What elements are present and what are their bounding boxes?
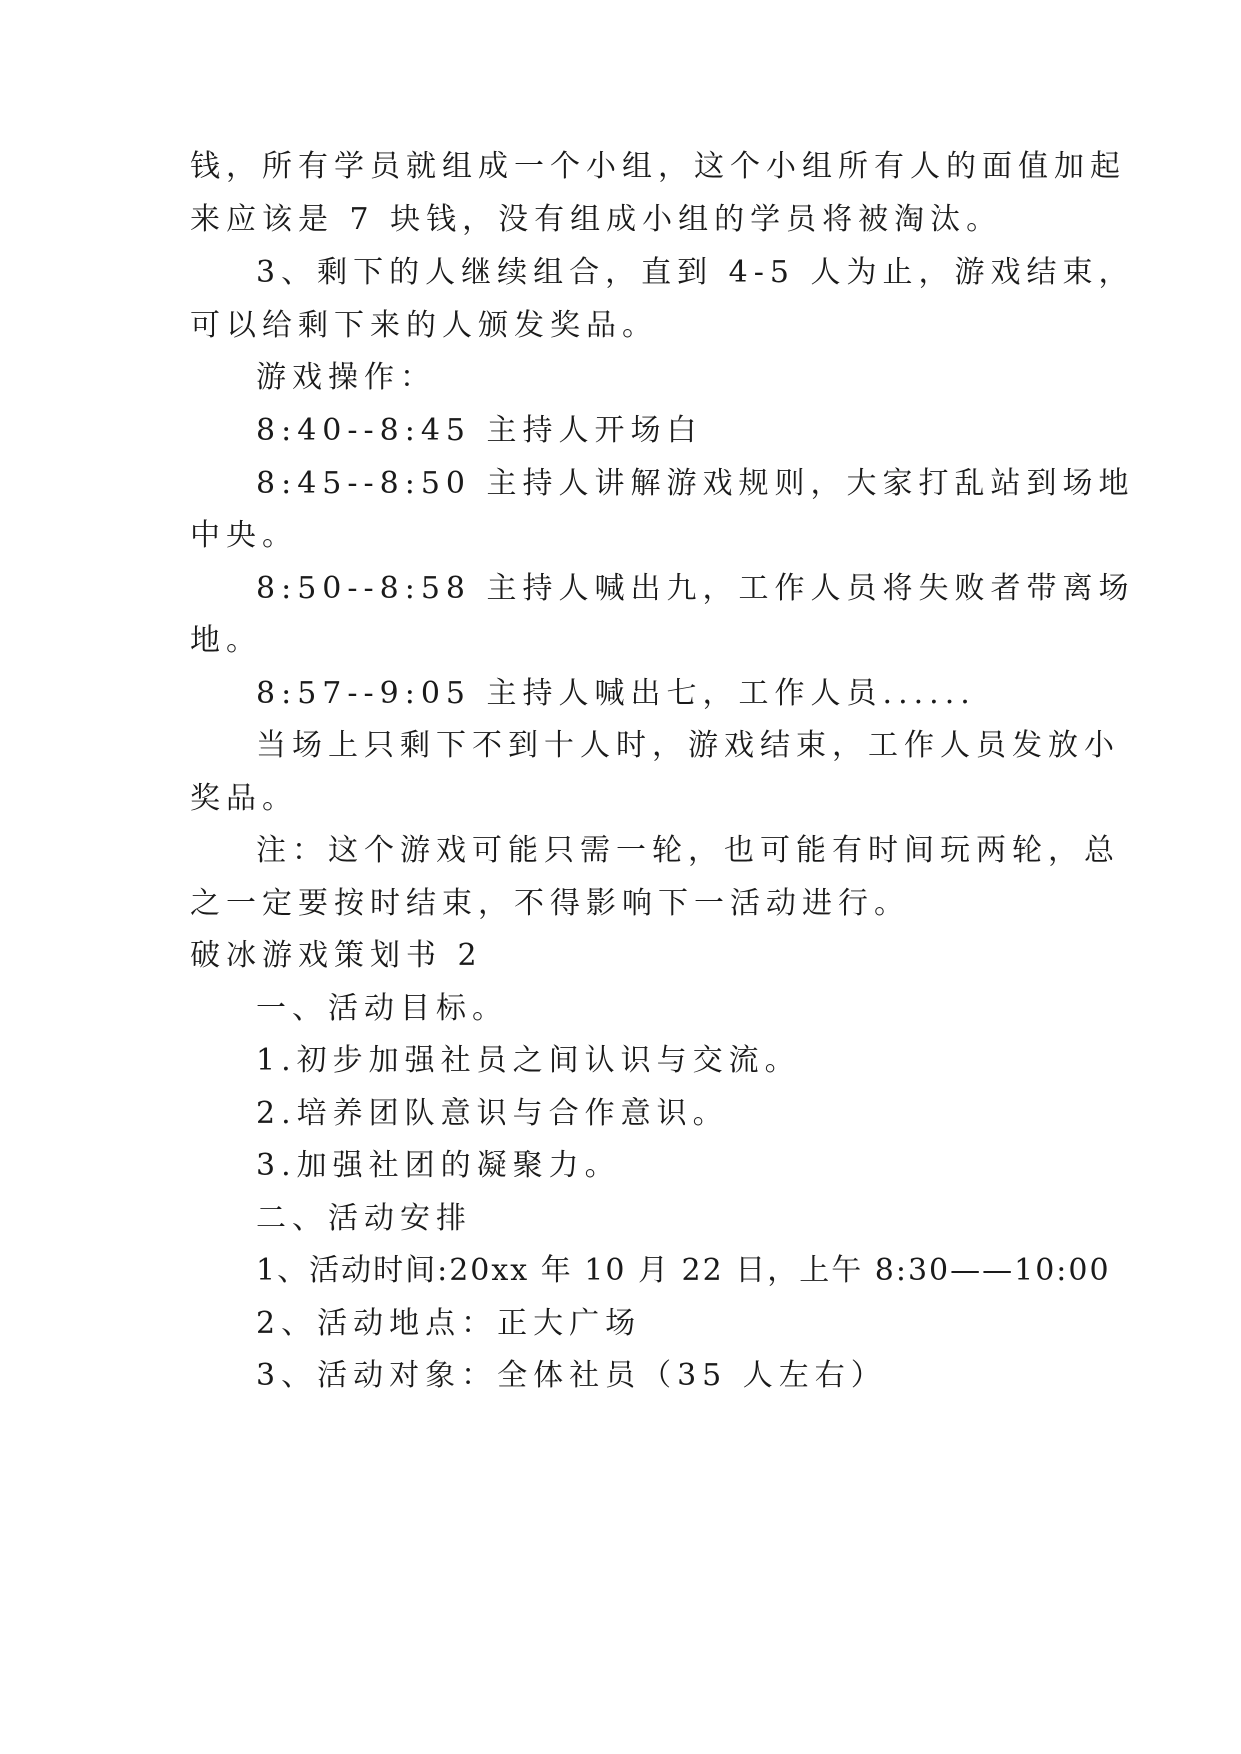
section-title: 破冰游戏策划书 2	[190, 938, 483, 973]
paragraph-line: 当场上只剩下不到十人时，游戏结束，工作人员发放小	[256, 728, 1120, 763]
paragraph-line: 奖品。	[190, 781, 298, 816]
note-line: 之一定要按时结束，不得影响下一活动进行。	[190, 886, 910, 921]
section-label: 游戏操作：	[256, 360, 436, 395]
paragraph-line: 来应该是 7 块钱，没有组成小组的学员将被淘汰。	[190, 202, 1003, 237]
paragraph-line: 3、剩下的人继续组合，直到 4-5 人为止，游戏结束，	[256, 255, 1135, 290]
list-item: 3、活动对象：全体社员（35 人左右）	[256, 1358, 887, 1393]
schedule-line: 8:40--8:45 主持人开场白	[256, 413, 703, 448]
heading: 二、活动安排	[256, 1201, 472, 1236]
note-line: 注：这个游戏可能只需一轮，也可能有时间玩两轮，总	[256, 833, 1120, 868]
paragraph-line: 中央。	[190, 518, 298, 553]
paragraph-line: 可以给剩下来的人颁发奖品。	[190, 308, 658, 343]
list-item: 3.加强社团的凝聚力。	[256, 1148, 621, 1183]
list-item: 1.初步加强社员之间认识与交流。	[256, 1043, 801, 1078]
schedule-line: 8:57--9:05 主持人喊出七，工作人员......	[256, 676, 976, 711]
paragraph-line: 地。	[190, 623, 262, 658]
list-item: 2.培养团队意识与合作意识。	[256, 1096, 729, 1131]
heading: 一、活动目标。	[256, 991, 508, 1026]
schedule-line: 8:50--8:58 主持人喊出九，工作人员将失败者带离场	[256, 571, 1135, 606]
schedule-line: 8:45--8:50 主持人讲解游戏规则，大家打乱站到场地	[256, 466, 1135, 501]
list-item: 1、活动时间:20xx 年 10 月 22 日，上午 8:30——10:00	[256, 1253, 1111, 1288]
paragraph-line: 钱，所有学员就组成一个小组，这个小组所有人的面值加起	[190, 149, 1126, 184]
list-item: 2、活动地点：正大广场	[256, 1306, 642, 1341]
